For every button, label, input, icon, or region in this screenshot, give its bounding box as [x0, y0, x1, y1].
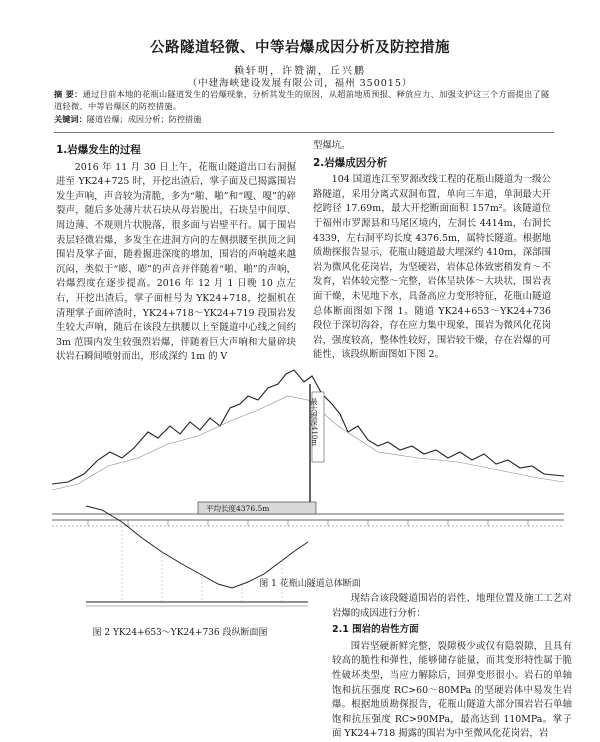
abstract-label: 摘 要：	[54, 89, 83, 99]
affiliation: （中建海峡建设发展有限公司，福州 350015）	[187, 78, 413, 89]
left-column	[56, 141, 296, 365]
abstract-text: 通过目前本地的花瓶山隧道发生的岩爆现象，分析其发生的原因，从超前地质预报、释放应力、加强支护这三个方面提出了隧道轻微、中等岩爆区的防控措施。	[54, 89, 550, 111]
fig2-ground-line	[86, 506, 308, 588]
subsection-heading-2-1: 2.1 围岩的岩性方面	[332, 624, 419, 636]
paragraph-continuation: 型爆坑。	[313, 140, 351, 151]
section-heading-1: 1.岩爆发生的过程	[56, 144, 141, 156]
figure-2-longitudinal-section	[82, 492, 312, 622]
paragraph: 现结合该段隧道围岩的岩性、地理位置及施工工艺对岩爆的成因进行分析：	[332, 593, 572, 619]
abstract	[54, 89, 554, 112]
secondary-profile-line	[52, 396, 564, 490]
fig2-vertical-gridlines	[122, 522, 282, 602]
keywords-text: 隧道岩爆；成因分析；防控措施	[86, 114, 202, 124]
keywords-label: 关键词：	[54, 114, 87, 124]
ground-surface-line	[52, 370, 564, 484]
paper-title: 公路隧道轻微、中等岩爆成因分析及防控措施	[150, 40, 450, 56]
figure-2-caption: 图 2 YK24+653～YK24+736 段纵断面图	[92, 628, 268, 638]
paragraph: 围岩坚硬新鲜完整，裂隙极少或仅有隐裂隙，且具有较高的脆性和弹性，能够储存能量，而其变形特性属于脆性破坏类型，当应力解除后，回弹变形很小。岩石的单轴饱和抗压强度 RC>60～80MPa 的坚硬岩体中易发生岩爆。根据地质勘探报告，花瓶山隧道大部分围岩岩石单轴饱和抗压强度 RC>90MPa，最高达到 110MPa。掌子面 YK24+718 揭露的围岩为中至微风化花岗岩，岩	[332, 640, 572, 740]
authors: 赖轩明，许赞湖，丘兴鹏	[234, 66, 366, 77]
figure-1-caption: 图 1 花瓶山隧道总体断面	[259, 579, 361, 589]
keywords	[54, 114, 554, 125]
paragraph: 2016 年 11 月 30 日上午，花瓶山隧道出口右洞掘进至 YK24+725 时，开挖出渣后，掌子面及已揭露围岩发生声响，声音较为清脆，多为“啪、啪”和“嘎、嘎”的碎裂声，随后多处薄片状石块从母岩脱出，石块呈中间厚、周边薄、不规则片状脱落，很多面与岩壁平行。属于围岩表层轻微岩爆，多发生在进洞方向的左侧拱腰至拱顶之间围岩及掌子面，随着掘进深度的增加，围岩的声响越来越沉闷，类似于“嘭、嘭”的声音并伴随着“啪、啪”的声响，岩爆烈度在逐步提高。2016 年 12 月 1 日晚 10 点左右，开挖出渣后，掌子面桩号为 YK24+718，挖掘机在清理掌子面碎渣时，YK24+718～YK24+719 段围岩发生较大声响，随后在该段左拱腰以上至隧道中心线之间约 3m 范围内发生较强烈岩爆，伴随着巨大声响和大量碎块状岩石瞬间喷射而出，形成深约 1m 的 V	[56, 161, 296, 363]
max-depth-label: 最大埋深410m	[310, 398, 318, 446]
tunnel-length-label: 平均长度4376.5m	[206, 504, 270, 513]
paragraph: 104 国道连江至罗源改线工程的花瓶山隧道为一级公路隧道，采用分离式双洞布置，单向三车道，单洞最大开挖跨径 17.69m，最大开挖断面面积 157m²。该隧道位于福州市罗源县和马尾区境内，左洞长 4414m，右洞长 4339，左右洞平均长度 4376.5m，属特长隧道。根据地质勘探报告显示，花瓶山隧道最大埋深约 410m，深部围岩为微风化花岗岩，为坚硬岩，岩体总体致密稍发育～不发育，岩体较完整～完整，岩体呈块体～大块状，围岩表面干燥，未见地下水，具备高应力变形特征，花瓶山隧道总体断面图如下图 1。随道 YK24+653～YK24+736 段位于深切沟谷，存在应力集中现象，围岩为微风化花岗岩，强度较高，整体性较好，围岩较干燥，存在岩爆的可能性，该段纵断面图如下图 2。	[313, 174, 551, 361]
header-divider	[54, 132, 554, 133]
right-column-lower	[332, 592, 572, 742]
right-column	[313, 139, 551, 363]
section-heading-2: 2.岩爆成因分析	[313, 156, 388, 169]
